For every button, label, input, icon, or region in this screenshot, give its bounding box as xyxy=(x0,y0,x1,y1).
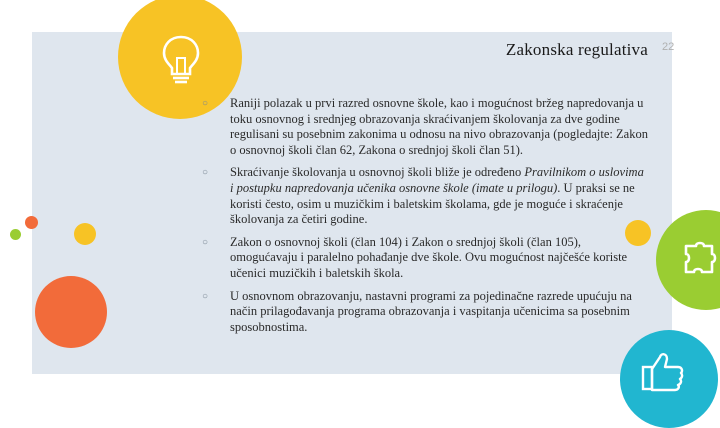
puzzle-icon xyxy=(680,240,720,280)
bullet-item xyxy=(200,165,650,227)
page-number: 22 xyxy=(662,41,675,53)
bullet-item xyxy=(200,235,650,282)
yellow-small-circle-decoration xyxy=(74,223,96,245)
bullet-list xyxy=(200,96,650,342)
bullet-text: Zakon o osnovnoj školi (član 104) i Zakon o srednjoj školi (član 105), omogućavaju i paralelno pohađanje dve škole. Ovu mogućnost najčešće koriste učenici muzičkih i baletskih škola. xyxy=(230,234,628,280)
bullet-marker: ○ xyxy=(202,98,209,109)
slide-title: Zakonska regulativa xyxy=(505,40,648,59)
bullet-text-start: Skraćivanje školovanja u osnovnoj školi bliže je određeno xyxy=(230,165,525,180)
bullet-text-end: . U praksi se ne koristi često, osim u muzičkim i baletskim školama, gde je moguće i skraćenje školovanja za četiri godine. xyxy=(230,180,635,227)
bullet-marker: ○ xyxy=(202,290,209,302)
bullet-marker: ○ xyxy=(202,236,209,248)
bullet-text: U osnovnom obrazovanju, nastavni programi za pojedinačne razrede upućuju na način prilagođavanja programa obrazovanja i vaspitanja učenicima sa posebnim sposobnostima. xyxy=(230,288,632,334)
thumbs-up-icon xyxy=(640,349,686,393)
bullet-text: Raniji polazak u prvi razred osnovne škole, kao i mogućnost bržeg napredovanja u toku osnovnog i srednjeg obrazovanja skraćivanjem školovanja za dve godine regulisani su posebnim zakonima u odnosu na nivo obrazovanja (pogledajte: Zakon o osnovnoj školi član 62, Zakona o srednjoj školi član 51). xyxy=(230,96,648,157)
bullet-item xyxy=(200,96,650,158)
bullet-item xyxy=(200,289,650,336)
green-dot-decoration xyxy=(10,229,21,240)
bullet-text-italic: Pravilnikom o uslovima i postupku napredovanja učenika osnovne škole (imate u prilogu) xyxy=(230,165,644,195)
bullet-marker: ○ xyxy=(202,167,209,179)
orange-circle-decoration xyxy=(35,276,107,348)
orange-dot-decoration xyxy=(25,216,38,229)
lightbulb-icon xyxy=(160,34,202,86)
